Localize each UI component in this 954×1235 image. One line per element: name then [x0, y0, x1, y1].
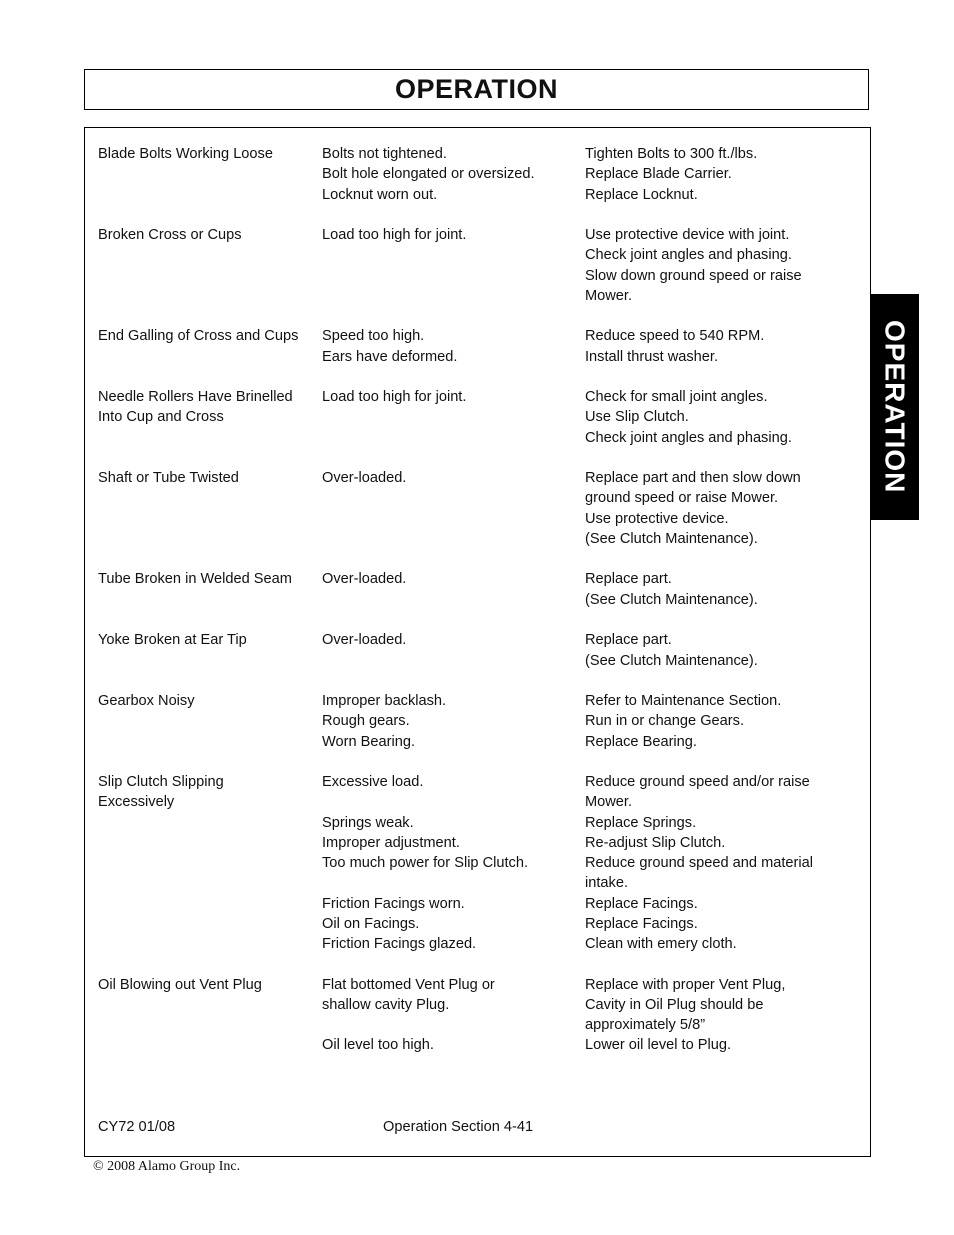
cause-cell — [322, 975, 585, 1056]
solution-line: Use protective device with joint. — [585, 227, 790, 244]
table-row — [98, 326, 858, 367]
solution-line: Use protective device. — [585, 510, 729, 527]
table-row — [98, 387, 858, 448]
table-row — [98, 630, 858, 671]
problem-line: Tube Broken in Welded Seam — [98, 571, 292, 588]
solution-cell — [585, 630, 858, 671]
cause-line — [322, 792, 585, 812]
solution-line: Check joint angles and phasing. — [585, 247, 792, 264]
solution-line: (See Clutch Maintenance). — [585, 591, 758, 608]
problem-line: Needle Rollers Have Brinelled — [98, 389, 293, 406]
solution-line: Slow down ground speed or raise — [585, 267, 802, 284]
cause-line: Bolt hole elongated or oversized. — [322, 166, 535, 183]
solution-line: (See Clutch Maintenance). — [585, 652, 758, 669]
problem-cell — [98, 326, 322, 367]
cause-line: Oil level too high. — [322, 1037, 434, 1054]
problem-line: Slip Clutch Slipping — [98, 774, 224, 791]
problem-line: Blade Bolts Working Loose — [98, 146, 273, 162]
solution-cell — [585, 326, 858, 367]
cause-line: Worn Bearing. — [322, 733, 416, 750]
cause-line — [322, 1015, 585, 1035]
footer-section: Operation Section 4-41 — [383, 1119, 534, 1135]
table-row — [98, 691, 858, 752]
page-title: OPERATION — [394, 74, 558, 104]
cause-line: Bolts not tightened. — [322, 146, 447, 162]
cause-cell — [322, 630, 585, 671]
cause-line — [322, 873, 585, 893]
problem-line: Excessively — [98, 794, 175, 811]
solution-cell — [585, 468, 858, 549]
problem-line: Yoke Broken at Ear Tip — [98, 632, 247, 649]
solution-cell — [585, 569, 858, 610]
problem-line: Shaft or Tube Twisted — [98, 470, 239, 487]
side-tab-label: OPERATION — [879, 320, 911, 494]
cause-line: Excessive load. — [322, 774, 424, 791]
side-tab — [870, 294, 919, 520]
problem-line: Broken Cross or Cups — [98, 227, 242, 244]
solution-line: Reduce ground speed and material — [585, 855, 813, 872]
solution-line: Replace Bearing. — [585, 733, 697, 750]
cause-cell — [322, 468, 585, 549]
solution-line: Lower oil level to Plug. — [585, 1037, 732, 1054]
copyright: © 2008 Alamo Group Inc. — [93, 1159, 241, 1174]
cause-line: Improper adjustment. — [322, 834, 460, 851]
solution-line: Tighten Bolts to 300 ft./lbs. — [585, 146, 758, 162]
solution-line: Replace Springs. — [585, 814, 697, 831]
solution-line: Replace Facings. — [585, 895, 698, 912]
problem-cell — [98, 975, 322, 1056]
solution-line: Refer to Maintenance Section. — [585, 693, 782, 710]
solution-line: Replace part. — [585, 571, 672, 588]
solution-line: Re-adjust Slip Clutch. — [585, 834, 726, 851]
problem-cell — [98, 691, 322, 752]
solution-line: Cavity in Oil Plug should be — [585, 996, 764, 1013]
problem-cell — [98, 468, 322, 549]
solution-line: approximately 5/8” — [585, 1017, 706, 1034]
table-row — [98, 225, 858, 306]
header-box — [84, 69, 869, 110]
solution-line: Replace Blade Carrier. — [585, 166, 732, 183]
cause-cell — [322, 326, 585, 367]
cause-cell — [322, 144, 585, 205]
problem-cell — [98, 772, 322, 954]
solution-line: Check joint angles and phasing. — [585, 429, 792, 446]
cause-cell — [322, 569, 585, 610]
solution-cell — [585, 975, 858, 1056]
solution-line: Install thrust washer. — [585, 348, 719, 365]
table-row — [98, 468, 858, 549]
solution-line: Clean with emery cloth. — [585, 936, 737, 953]
cause-cell — [322, 691, 585, 752]
problem-cell — [98, 144, 322, 205]
solution-line: Replace part. — [585, 632, 672, 649]
solution-line: Replace Locknut. — [585, 186, 698, 203]
cause-line: Oil on Facings. — [322, 915, 420, 932]
problem-line: Oil Blowing out Vent Plug — [98, 976, 262, 993]
solution-line: Replace Facings. — [585, 915, 698, 932]
cause-line: Over-loaded. — [322, 571, 407, 588]
solution-line: Mower. — [585, 287, 633, 304]
cause-line: Friction Facings worn. — [322, 895, 465, 912]
table-row — [98, 569, 858, 610]
cause-line: Improper backlash. — [322, 693, 447, 710]
solution-line: Mower. — [585, 794, 633, 811]
solution-line: Use Slip Clutch. — [585, 409, 689, 426]
problem-line: Into Cup and Cross — [98, 409, 224, 426]
solution-cell — [585, 387, 858, 448]
problem-cell — [98, 225, 322, 306]
cause-cell — [322, 772, 585, 954]
solution-line: Run in or change Gears. — [585, 713, 744, 730]
problem-cell — [98, 387, 322, 448]
table-row — [98, 144, 858, 205]
solution-cell — [585, 144, 858, 205]
solution-cell — [585, 772, 858, 954]
table-row — [98, 975, 858, 1056]
problem-cell — [98, 569, 322, 610]
solution-cell — [585, 691, 858, 752]
problem-line: Gearbox Noisy — [98, 693, 195, 710]
cause-line: Speed too high. — [322, 328, 425, 345]
solution-line: Replace part and then slow down — [585, 470, 801, 487]
solution-cell — [585, 225, 858, 306]
cause-line: Rough gears. — [322, 713, 410, 730]
cause-line: Load too high for joint. — [322, 227, 467, 244]
table-row — [98, 772, 858, 954]
solution-line: Replace with proper Vent Plug, — [585, 976, 786, 993]
problem-line: End Galling of Cross and Cups — [98, 328, 299, 345]
cause-line: Over-loaded. — [322, 470, 407, 487]
cause-line: Flat bottomed Vent Plug or — [322, 976, 495, 993]
problem-cell — [98, 630, 322, 671]
cause-line: Ears have deformed. — [322, 348, 458, 365]
troubleshooting-table — [84, 127, 871, 1157]
cause-line: Friction Facings glazed. — [322, 936, 477, 953]
troubleshooting-rows — [98, 144, 858, 1076]
cause-cell — [322, 387, 585, 448]
solution-line: intake. — [585, 875, 628, 892]
cause-line: Locknut worn out. — [322, 186, 438, 203]
cause-line: Over-loaded. — [322, 632, 407, 649]
solution-line: ground speed or raise Mower. — [585, 490, 779, 507]
cause-cell — [322, 225, 585, 306]
solution-line: Check for small joint angles. — [585, 389, 768, 406]
cause-line: Springs weak. — [322, 814, 414, 831]
solution-line: Reduce speed to 540 RPM. — [585, 328, 765, 345]
cause-line: shallow cavity Plug. — [322, 996, 450, 1013]
cause-line: Too much power for Slip Clutch. — [322, 855, 529, 872]
solution-line: Reduce ground speed and/or raise — [585, 774, 810, 791]
footer-doc-code: CY72 01/08 — [98, 1119, 176, 1135]
cause-line: Load too high for joint. — [322, 389, 467, 406]
solution-line: (See Clutch Maintenance). — [585, 530, 758, 547]
